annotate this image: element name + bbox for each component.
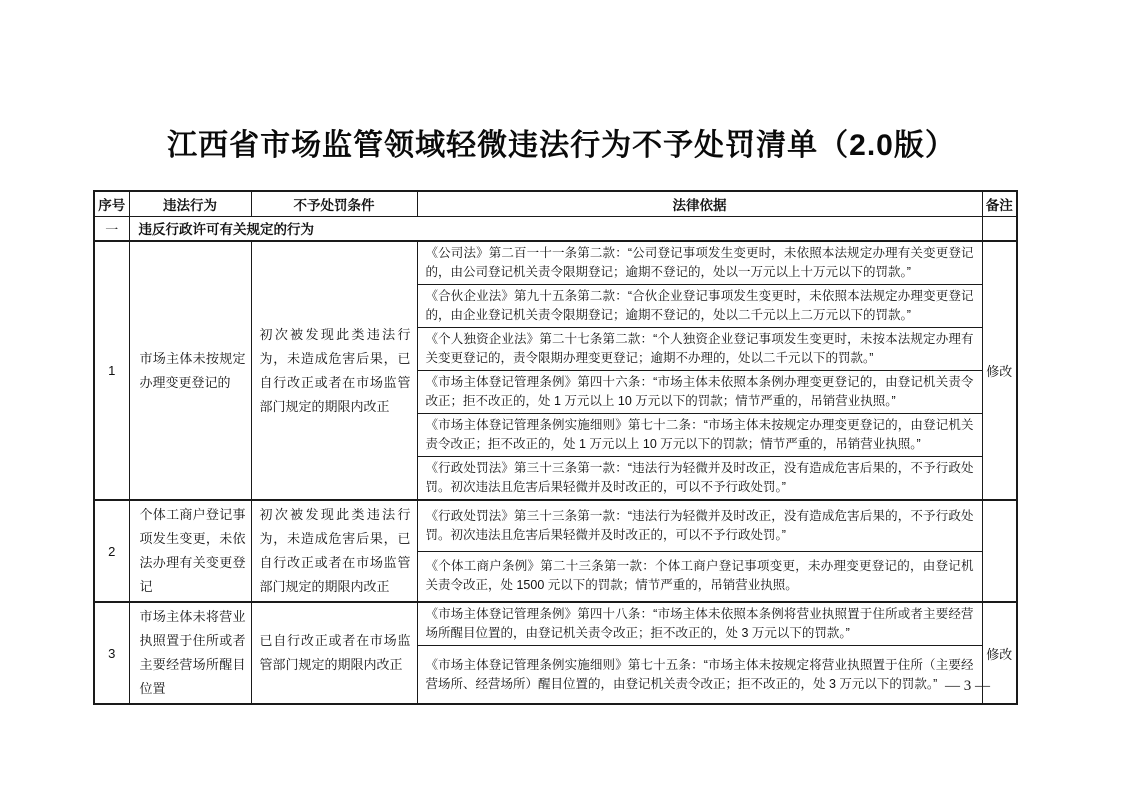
header-legal-basis: 法律依据 <box>417 191 982 216</box>
row-index: 3 <box>94 602 129 704</box>
row-remark <box>982 500 1017 602</box>
legal-basis-item: 《个人独资企业法》第二十七条第二款：“个人独资企业登记事项发生变更时，未按本法规定办理有关变更登记的，责令限期办理变更登记；逾期不办理的，处以二千元以下的罚款。” <box>418 328 982 371</box>
row-legal-basis <box>417 500 982 602</box>
legal-basis-item: 《市场主体登记管理条例实施细则》第七十五条：“市场主体未按规定将营业执照置于住所（主要经营场所、经营场所）醒目位置的，由登记机关责令改正；拒不改正的，处 3 万元以下的罚款。” <box>425 657 974 691</box>
section-remark <box>982 216 1017 241</box>
row-index: 1 <box>94 241 129 500</box>
header-condition: 不予处罚条件 <box>251 191 417 216</box>
section-row <box>94 216 1017 241</box>
header-index: 序号 <box>94 191 129 216</box>
row-remark: 修改 <box>982 241 1017 500</box>
table-row <box>94 500 1017 602</box>
legal-basis-item: 《市场主体登记管理条例》第四十八条：“市场主体未依照本条例将营业执照置于住所或者主要经营场所醒目位置的，由登记机关责令改正；拒不改正的，处 3 万元以下的罚款。” <box>418 603 982 646</box>
row-condition: 初次被发现此类违法行为，未造成危害后果，已自行改正或者在市场监管部门规定的期限内改正 <box>251 500 417 602</box>
violations-table <box>93 190 1018 705</box>
row-remark: 修改 <box>982 602 1017 704</box>
document-title: 江西省市场监管领域轻微违法行为不予处罚清单（2.0版） <box>167 129 956 162</box>
legal-basis-item: 《公司法》第二百一十一条第二款：“公司登记事项发生变更时，未依照本法规定办理有关变更登记的，由公司登记机关责令限期登记；逾期不登记的，处以一万元以上十万元以下的罚款。” <box>418 242 982 285</box>
header-remark: 备注 <box>982 191 1017 216</box>
header-behavior: 违法行为 <box>129 191 251 216</box>
section-index: 一 <box>94 216 129 241</box>
row-condition: 已自行改正或者在市场监管部门规定的期限内改正 <box>251 602 417 704</box>
row-condition: 初次被发现此类违法行为，未造成危害后果，已自行改正或者在市场监管部门规定的期限内改正 <box>251 241 417 500</box>
row-behavior: 市场主体未将营业执照置于住所或者主要经营场所醒目位置 <box>129 602 251 704</box>
legal-basis-item: 《合伙企业法》第九十五条第二款：“合伙企业登记事项发生变更时，未依照本法规定办理变更登记的，由企业登记机关责令限期登记；逾期不登记的，处以二千元以上二万元以下的罚款。” <box>418 285 982 328</box>
legal-basis-item: 《行政处罚法》第三十三条第一款：“违法行为轻微并及时改正，没有造成危害后果的，不予行政处罚。初次违法且危害后果轻微并及时改正的，可以不予行政处罚。” <box>425 461 974 494</box>
page-number: — 3 — <box>945 678 990 694</box>
legal-basis-item: 《市场主体登记管理条例实施细则》第七十二条：“市场主体未按规定办理变更登记的，由登记机关责令改正；拒不改正的，处 1 万元以上 10 万元以下的罚款；情节严重的，吊销营业执照。” <box>418 414 982 457</box>
table-row <box>94 241 1017 500</box>
table-header-row <box>94 191 1017 216</box>
row-index: 2 <box>94 500 129 602</box>
legal-basis-item: 《个体工商户条例》第二十三条第一款：个体工商户登记事项变更，未办理变更登记的，由登记机关责令改正，处 1500 元以下的罚款；情节严重的，吊销营业执照。 <box>425 559 974 593</box>
row-legal-basis <box>417 241 982 500</box>
legal-basis-item: 《市场主体登记管理条例》第四十六条：“市场主体未依照本条例办理变更登记的，由登记机关责令改正；拒不改正的，处 1 万元以上 10 万元以下的罚款；情节严重的，吊销营业执照。” <box>418 371 982 414</box>
section-title: 违反行政许可有关规定的行为 <box>129 216 982 241</box>
table-row <box>94 602 1017 704</box>
row-legal-basis <box>417 602 982 704</box>
row-behavior: 市场主体未按规定办理变更登记的 <box>129 241 251 500</box>
row-behavior: 个体工商户登记事项发生变更，未依法办理有关变更登记 <box>129 500 251 602</box>
legal-basis-item: 《行政处罚法》第三十三条第一款：“违法行为轻微并及时改正，没有造成危害后果的，不予行政处罚。初次违法且危害后果轻微并及时改正的，可以不予行政处罚。” <box>418 501 982 552</box>
